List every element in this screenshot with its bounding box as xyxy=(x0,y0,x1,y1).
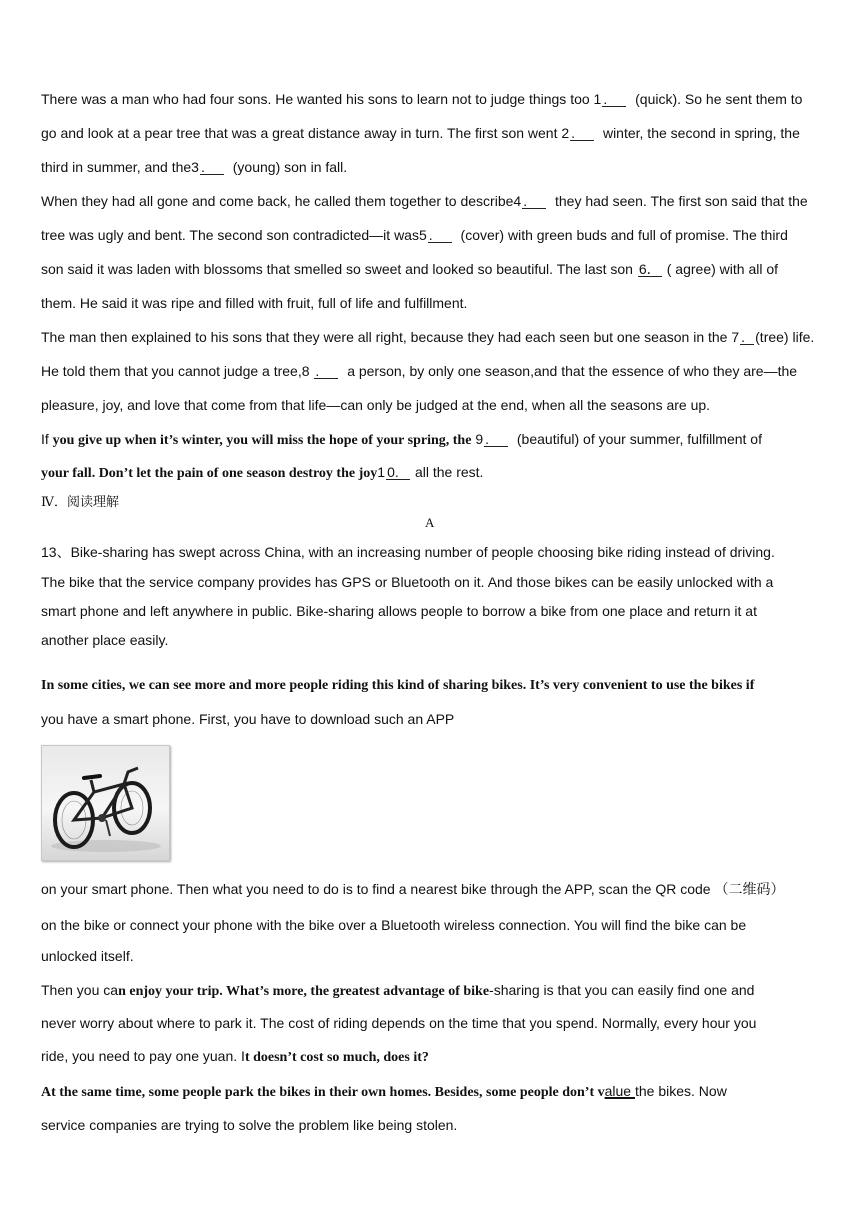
bold-text: At the same time, some people park the bikes in their own homes. Besides, some people don’t v xyxy=(41,1085,605,1100)
bold-text: n enjoy your trip. What’s more, the greatest advantage of bike xyxy=(118,984,490,999)
reading-line: The bike that the service company provides has GPS or Bluetooth on it. And those bikes can be easily unlocked with a xyxy=(41,574,774,590)
reading-line: you have a smart phone. First, you have to download such an APP xyxy=(41,711,455,727)
reading-line: another place easily. xyxy=(41,632,169,648)
text: the bikes. Now xyxy=(634,1083,727,1099)
reading-line xyxy=(41,981,831,1001)
text: (quick). So he sent them to xyxy=(635,91,803,107)
text: The man then explained to his sons that they were all right, because they had each seen but one season in the 7 xyxy=(41,329,740,345)
reading-line: 13、Bike-sharing has swept across China, with an increasing number of people choosing bike riding instead of driving. xyxy=(41,544,775,560)
text: 1 xyxy=(377,464,386,480)
text: (tree) life. xyxy=(755,329,815,345)
passage-label: A xyxy=(425,515,435,530)
reading-line: smart phone and left anywhere in public. Bike-sharing allows people to borrow a bike from one place and return it at xyxy=(41,603,757,619)
reading-line: on your smart phone. Then what you need to do is to find a nearest bike through the APP, scan the QR code （二维码） xyxy=(41,881,785,897)
reading-line: never worry about where to park it. The cost of riding depends on the time that you spend. Normally, every hour you xyxy=(41,1015,757,1031)
cloze-line-5 xyxy=(41,226,831,244)
blank-5[interactable]: . xyxy=(428,228,452,243)
text: (beautiful) of your summer, fulfillment of xyxy=(516,431,762,447)
blank-10[interactable]: 0. xyxy=(386,465,410,480)
blank-7[interactable]: . xyxy=(740,330,754,345)
blank-9[interactable]: . xyxy=(484,432,508,447)
cloze-line-12 xyxy=(41,463,831,483)
cloze-line-2 xyxy=(41,124,831,142)
cloze-line-9 xyxy=(41,362,831,380)
text: Then you ca xyxy=(41,982,119,998)
reading-line xyxy=(41,1082,831,1102)
text: they had seen. The first son said that the xyxy=(554,193,808,209)
blank-6[interactable]: 6． xyxy=(638,261,661,277)
underlined-word: alue xyxy=(604,1083,635,1099)
cloze-line-8 xyxy=(41,328,831,346)
text: winter, the second in spring, the xyxy=(602,125,800,141)
cloze-line-11 xyxy=(41,430,831,450)
cloze-line-7 xyxy=(41,294,831,312)
reading-line xyxy=(41,1047,831,1067)
cloze-line-4 xyxy=(41,192,831,210)
text: ride, you need to pay one yuan. I xyxy=(41,1048,245,1064)
cloze-line-6 xyxy=(41,260,831,278)
text: pleasure, joy, and love that come from that life—can only be judged at the end, when all the seasons are up. xyxy=(41,397,711,413)
text: a person, by only one season,and that the essence of who they are—the xyxy=(347,363,798,379)
text: There was a man who had four sons. He wanted his sons to learn not to judge things too 1 xyxy=(41,91,602,107)
cloze-line-3 xyxy=(41,158,831,176)
text: When they had all gone and come back, he called them together to describe4 xyxy=(41,193,522,209)
section-heading: Ⅳ．阅读理解 xyxy=(41,495,119,510)
text: He told them that you cannot judge a tree,8 xyxy=(41,363,310,379)
reading-line: on the bike or connect your phone with the bike over a Bluetooth wireless connection. You will find the bike can be xyxy=(41,917,747,933)
bold-text: you give up when it’s winter, you will miss the hope of your spring, the xyxy=(52,433,472,448)
blank-1[interactable]: . xyxy=(602,92,626,107)
text: all the rest. xyxy=(414,464,484,480)
text: (young) son in fall. xyxy=(232,159,348,175)
text: If xyxy=(41,431,53,447)
blank-4[interactable]: . xyxy=(522,194,546,209)
bold-text: your fall. Don’t let the pain of one season destroy the joy xyxy=(41,466,378,481)
text: 9 xyxy=(475,431,484,447)
text: (cover) with green buds and full of promise. The third xyxy=(460,227,788,243)
text: ( agree) with all of xyxy=(666,261,779,277)
text: go and look at a pear tree that was a great distance away in turn. The first son went 2 xyxy=(41,125,570,141)
blank-2[interactable]: . xyxy=(570,126,594,141)
bicycle-image xyxy=(41,745,170,861)
bicycle-icon xyxy=(42,746,169,860)
text: tree was ugly and bent. The second son contradicted—it was5 xyxy=(41,227,427,243)
reading-line: service companies are trying to solve the problem like being stolen. xyxy=(41,1117,458,1133)
text: -sharing is that you can easily find one and xyxy=(489,982,755,998)
cloze-line-10 xyxy=(41,396,831,414)
cloze-line-1 xyxy=(41,90,831,108)
text: son said it was laden with blossoms that smelled so sweet and looked so beautiful. The last son xyxy=(41,261,633,277)
blank-3[interactable]: . xyxy=(200,160,224,175)
text: them. He said it was ripe and filled with fruit, full of life and fulfillment. xyxy=(41,295,468,311)
bold-text: t doesn’t cost so much, does it? xyxy=(244,1050,429,1065)
blank-8[interactable]: . xyxy=(314,364,338,379)
text: third in summer, and the3 xyxy=(41,159,199,175)
reading-line-bold: In some cities, we can see more and more people riding this kind of sharing bikes. It’s very convenient to use the bikes if xyxy=(41,678,755,693)
reading-line: unlocked itself. xyxy=(41,948,134,964)
